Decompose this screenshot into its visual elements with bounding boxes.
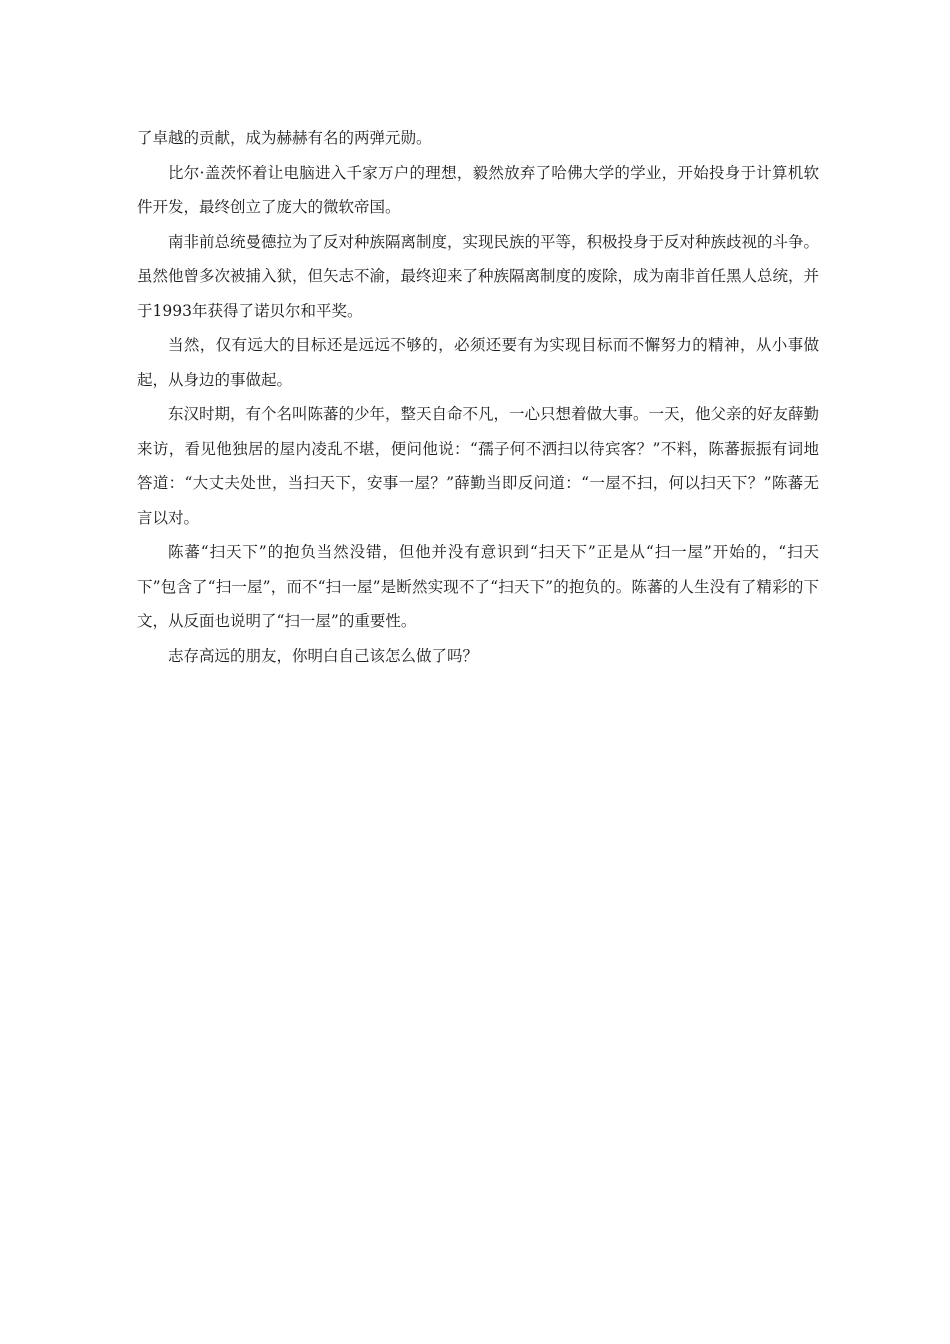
paragraph-chen-fan-analysis: 陈蕃“扫天下”的抱负当然没错，但他并没有意识到“扫天下”正是从“扫一屋”开始的，“扫天下”包含了“扫一屋”，而不“扫一屋”是断然实现不了“扫天下”的抱负的。陈蕃的人生没有了精彩的下文，从反面也说明了“扫一屋”的重要性。 [137, 543, 819, 630]
paragraph-continuation: 了卓越的贡献，成为赫赫有名的两弹元勋。 [137, 129, 432, 147]
document-body [137, 121, 819, 673]
paragraph-chen-fan-story: 东汉时期，有个名叫陈蕃的少年，整天自命不凡，一心只想着做大事。一天，他父亲的好友薛勤来访，看见他独居的屋内凌乱不堪，便问他说：“孺子何不洒扫以待宾客？”不料，陈蕃振振有词地答道：“大丈夫处世，当扫天下，安事一屋？”薛勤当即反问道：“一屋不扫，何以扫天下？”陈蕃无言以对。 [137, 405, 820, 527]
paragraph-mandela: 南非前总统曼德拉为了反对种族隔离制度，实现民族的平等，积极投身于反对种族歧视的斗争。虽然他曾多次被捕入狱，但矢志不渝，最终迎来了种族隔离制度的废除，成为南非首任黑人总统，并于1993年获得了诺贝尔和平奖。 [137, 232, 820, 320]
paragraph-conclusion: 志存高远的朋友，你明白自己该怎么做了吗？ [168, 646, 479, 665]
paragraph-effort: 当然，仅有远大的目标还是远远不够的，必须还要有为实现目标而不懈努力的精神，从小事做起，从身边的事做起。 [137, 336, 819, 389]
paragraph-bill-gates: 比尔·盖茨怀着让电脑进入千家万户的理想，毅然放弃了哈佛大学的学业，开始投身于计算机软件开发，最终创立了庞大的微软帝国。 [137, 163, 819, 216]
